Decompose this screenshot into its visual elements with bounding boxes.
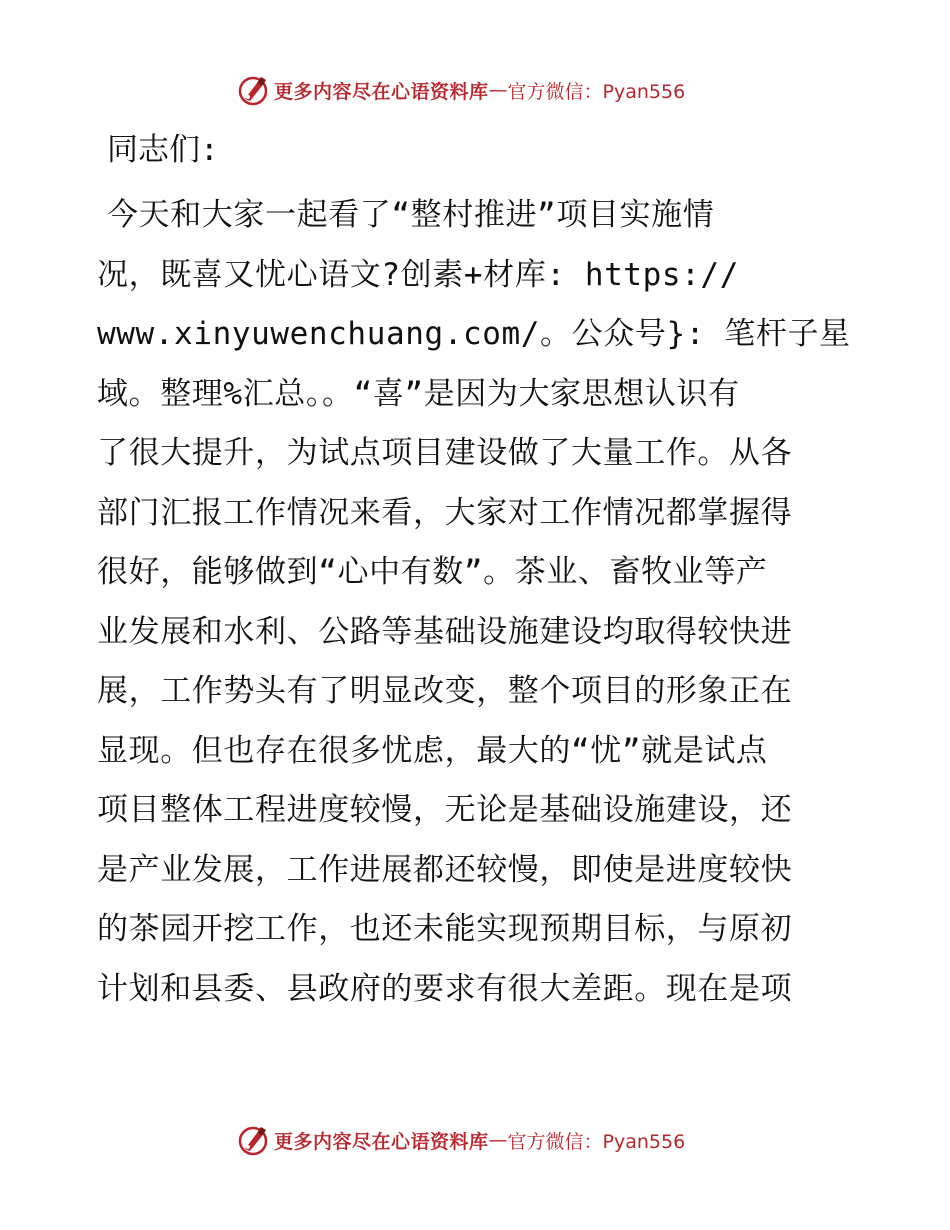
paragraph-line: 计划和县委、县政府的要求有很大差距。现在是项 xyxy=(97,970,793,1007)
paragraph-line: www.xinyuwenchuang.com/。公众号}: 笔杆子星 xyxy=(97,316,851,352)
watermark-separator: — xyxy=(488,79,508,101)
document-body xyxy=(97,122,857,1019)
header-watermark xyxy=(236,72,716,108)
paragraph-line: 展，工作势头有了明显改变，整个项目的形象正在 xyxy=(97,673,793,709)
paragraph-line: 是产业发展，工作进展都还较慢，即使是进度较快 xyxy=(97,851,793,888)
pen-logo-icon xyxy=(236,73,270,107)
watermark-separator: — xyxy=(488,1129,508,1151)
paragraph-line: 的茶园开挖工作，也还未能实现预期目标，与原初 xyxy=(97,911,793,947)
watermark-title: 更多内容尽在心语资料库 xyxy=(274,80,489,103)
paragraph-line: 部门汇报工作情况来看，大家对工作情况都掌握得 xyxy=(97,494,793,531)
watermark-wechat: 官方微信：Pyan556 xyxy=(507,80,686,103)
salutation: 同志们: xyxy=(107,132,219,168)
paragraph-line: 很好，能够做到“心中有数”。茶业、畜牧业等产 xyxy=(97,554,768,590)
paragraph-line: 况，既喜又忧心语文?创素+材库: https:// xyxy=(97,256,739,293)
paragraph-line: 项目整体工程进度较慢，无论是基础设施建设，还 xyxy=(97,792,793,828)
pen-logo-icon xyxy=(236,1123,270,1157)
paragraph-line: 显现。但也存在很多忧虑，最大的“忧”就是试点 xyxy=(97,732,768,769)
paragraph-line: 业发展和水利、公路等基础设施建设均取得较快进 xyxy=(97,613,793,650)
footer-watermark xyxy=(236,1122,716,1158)
paragraph-line: 域。整理%汇总。。“喜”是因为大家思想认识有 xyxy=(97,375,740,412)
paragraph-line: 今天和大家一起看了“整村推进”项目实施情 xyxy=(107,197,715,233)
watermark-wechat: 官方微信：Pyan556 xyxy=(507,1130,686,1153)
watermark-title: 更多内容尽在心语资料库 xyxy=(274,1130,489,1153)
paragraph-line: 了很大提升，为试点项目建设做了大量工作。从各 xyxy=(97,435,793,471)
